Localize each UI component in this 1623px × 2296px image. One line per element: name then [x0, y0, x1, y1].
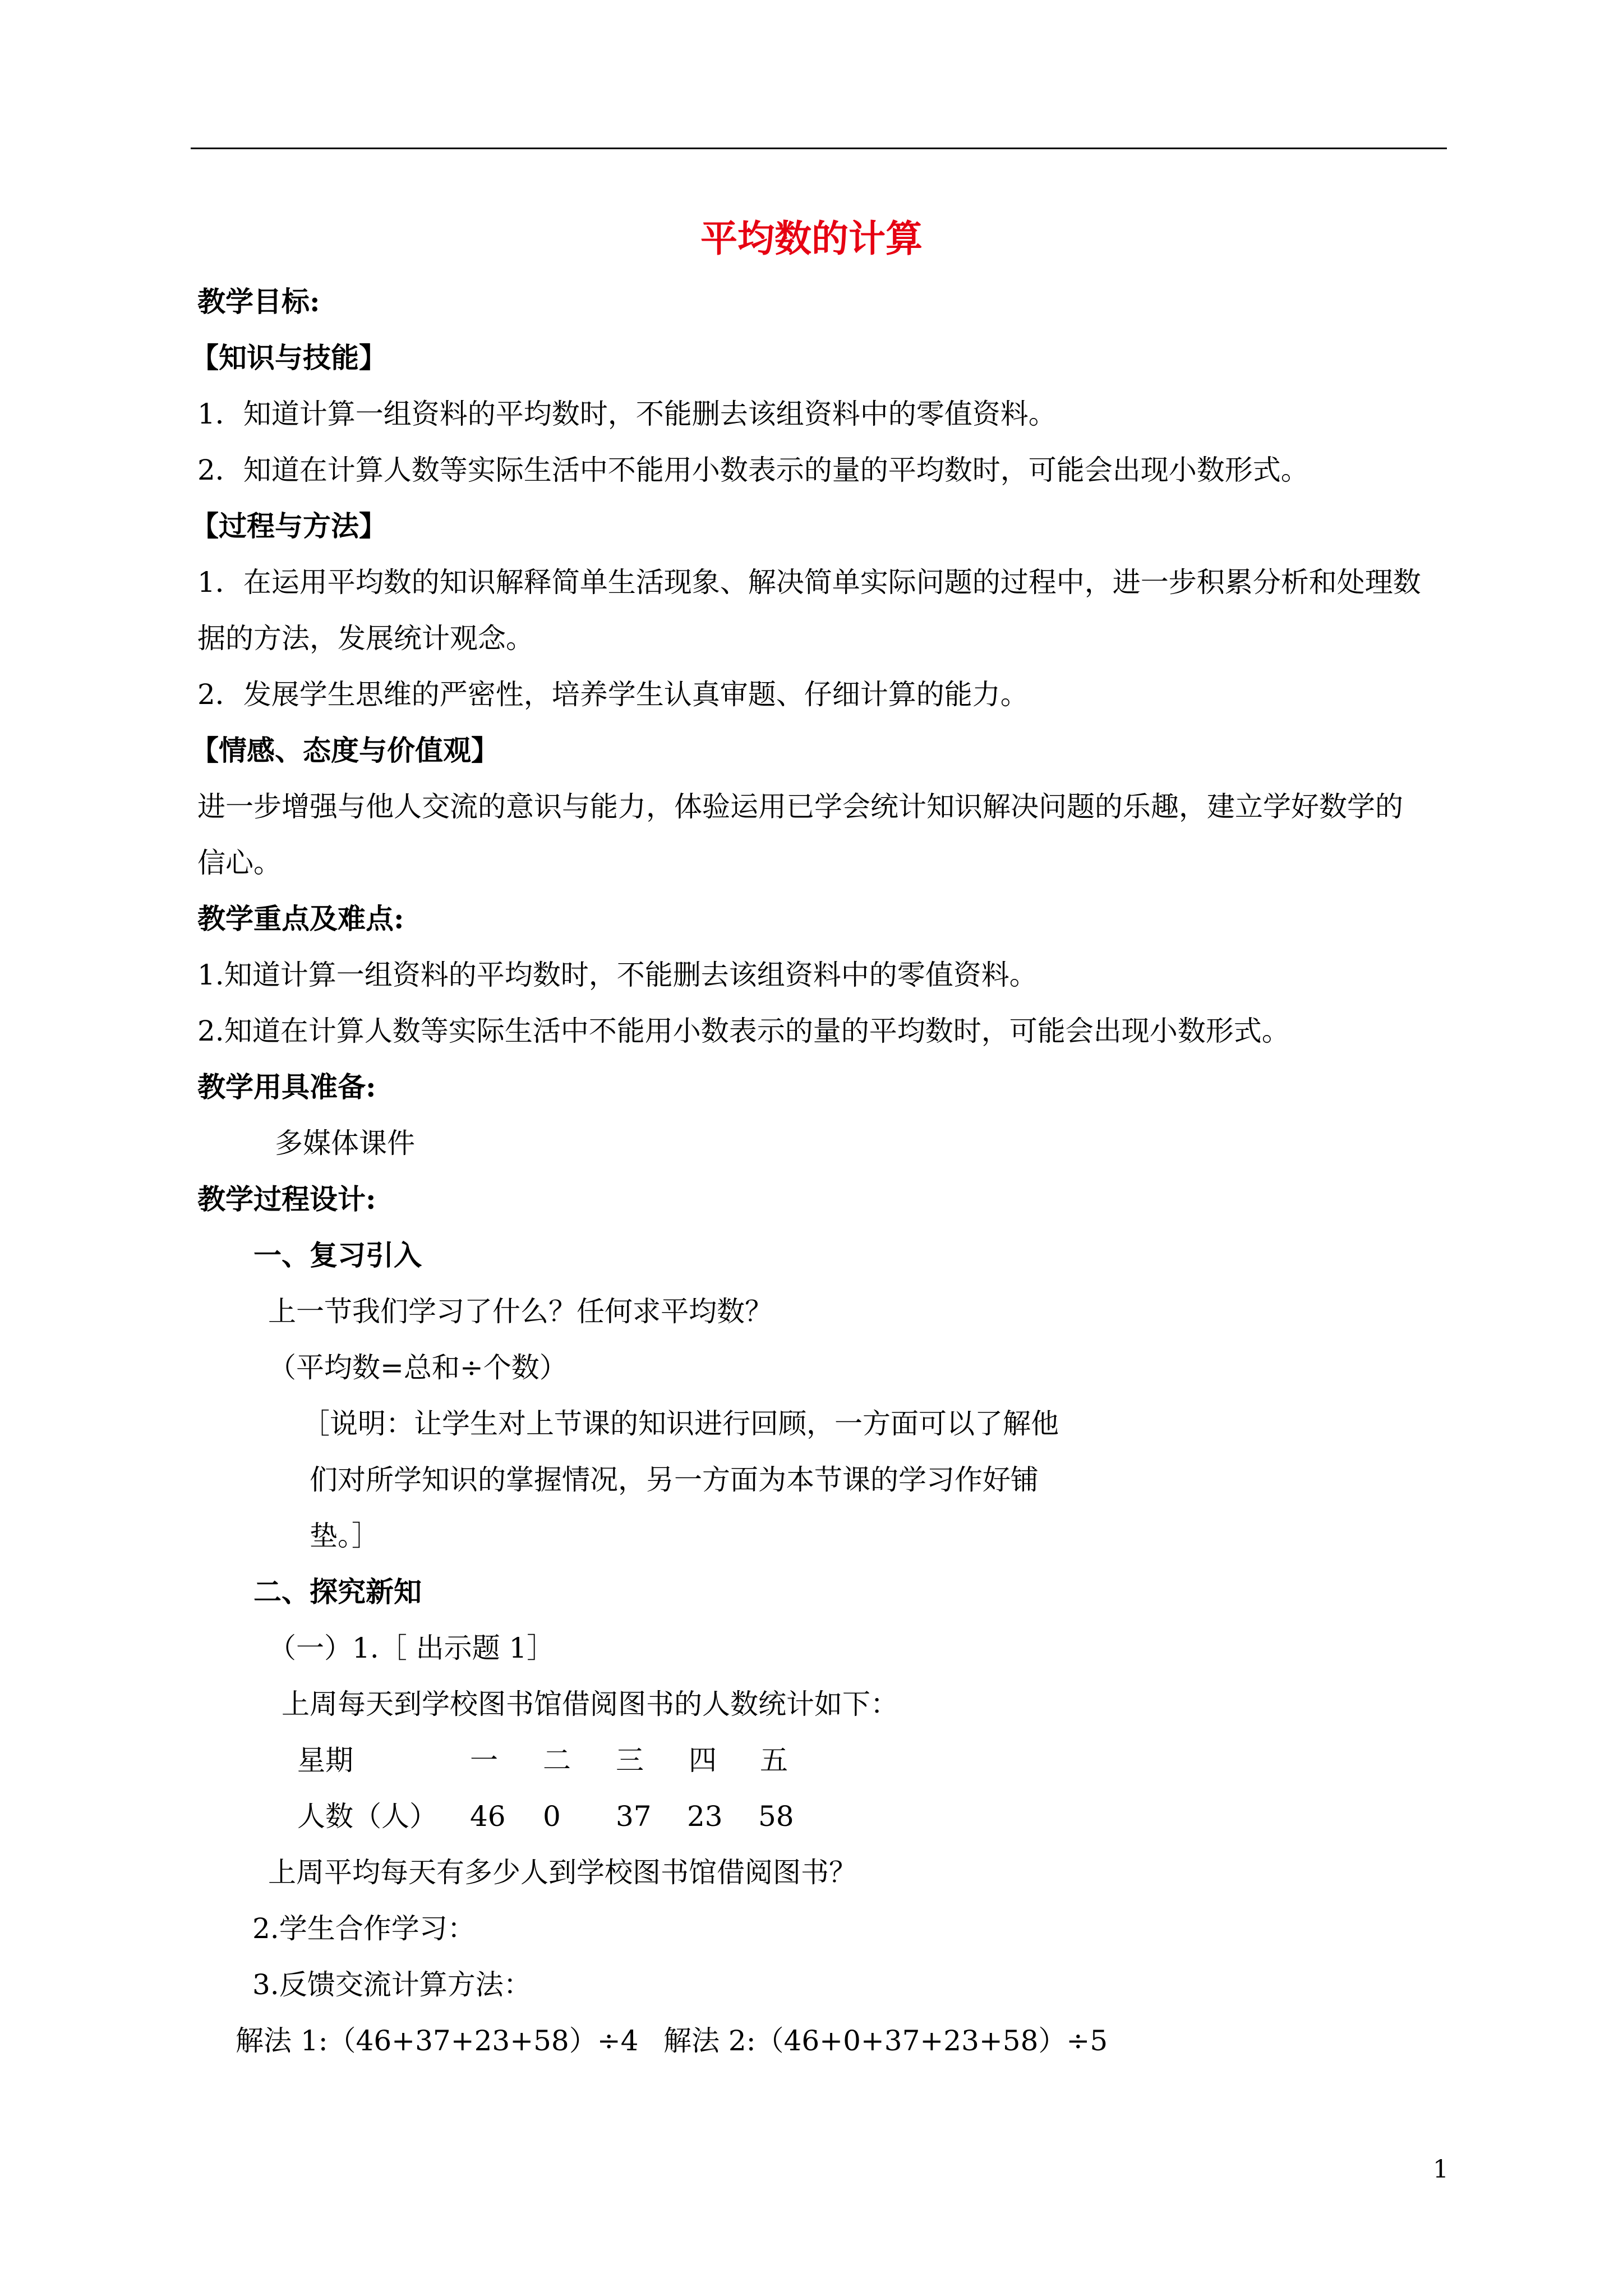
key-point-2: 2.知道在计算人数等实际生活中不能用小数表示的量的平均数时，可能会出现小数形式。	[197, 1015, 1290, 1047]
page-number: 1	[1433, 2155, 1449, 2184]
review-note-line-3: 垫。］	[310, 1520, 380, 1552]
emotion-heading: 【情感、态度与价值观】	[191, 734, 499, 767]
knowledge-item-1: 1．知道计算一组资料的平均数时，不能删去该组资料中的零值资料。	[197, 398, 1057, 430]
key-points-heading: 教学重点及难点:	[197, 902, 404, 935]
process-item-2: 2．发展学生思维的严密性，培养学生认真审题、仔细计算的能力。	[197, 678, 1029, 711]
page-title: 平均数的计算	[700, 217, 923, 260]
review-heading: 一、复习引入	[253, 1239, 422, 1272]
step-3: 3.反馈交流计算方法：	[252, 1968, 532, 2001]
step-2: 2.学生合作学习：	[252, 1912, 476, 1945]
review-formula: （平均数=总和÷个数）	[268, 1351, 568, 1384]
table-day-3: 三	[616, 1744, 644, 1777]
review-note-line-2: 们对所学知识的掌握情况，另一方面为本节课的学习作好铺	[310, 1464, 1039, 1496]
table-count-4: 23	[687, 1800, 723, 1833]
process-item-1-line-2: 据的方法，发展统计观念。	[197, 622, 534, 655]
explore-heading: 二、探究新知	[253, 1575, 422, 1608]
explore-question: 上周平均每天有多少人到学校图书馆借阅图书？	[268, 1856, 857, 1889]
objectives-heading: 教学目标:	[197, 285, 320, 318]
explore-sub-1: （一）1.［ 出示题 1］	[268, 1632, 555, 1664]
table-day-4: 四	[689, 1744, 717, 1777]
tools-text: 多媒体课件	[275, 1127, 415, 1159]
table-count-5: 58	[758, 1800, 794, 1833]
emotion-line-2: 信心。	[197, 846, 282, 879]
review-question: 上一节我们学习了什么？任何求平均数？	[268, 1295, 773, 1328]
process-item-1-line-1: 1．在运用平均数的知识解释简单生活现象、解决简单实际问题的过程中，进一步积累分析和处理数	[197, 566, 1421, 599]
explore-intro: 上周每天到学校图书馆借阅图书的人数统计如下：	[282, 1688, 898, 1720]
table-count-2: 0	[543, 1800, 561, 1833]
table-count-1: 46	[470, 1800, 506, 1833]
table-row-2-label: 人数（人）	[297, 1800, 437, 1833]
table-row-1-label: 星期	[297, 1744, 353, 1777]
table-day-5: 五	[760, 1744, 788, 1777]
header-rule	[191, 148, 1447, 149]
process-heading: 【过程与方法】	[191, 509, 387, 542]
table-day-2: 二	[543, 1744, 571, 1777]
method-2: 解法 2:（46+0+37+23+58）÷5	[663, 2024, 1108, 2057]
table-count-3: 37	[616, 1800, 652, 1833]
knowledge-heading: 【知识与技能】	[191, 341, 387, 374]
method-1: 解法 1:（46+37+23+58）÷4	[236, 2024, 639, 2057]
knowledge-item-2: 2．知道在计算人数等实际生活中不能用小数表示的量的平均数时，可能会出现小数形式。	[197, 454, 1309, 486]
table-day-1: 一	[470, 1744, 498, 1777]
design-heading: 教学过程设计:	[197, 1182, 376, 1216]
review-note-line-1: ［说明：让学生对上节课的知识进行回顾，一方面可以了解他	[302, 1407, 1059, 1440]
tools-heading: 教学用具准备:	[197, 1070, 376, 1103]
emotion-line-1: 进一步增强与他人交流的意识与能力，体验运用已学会统计知识解决问题的乐趣，建立学好数学的	[197, 790, 1403, 823]
key-point-1: 1.知道计算一组资料的平均数时，不能删去该组资料中的零值资料。	[197, 959, 1038, 991]
